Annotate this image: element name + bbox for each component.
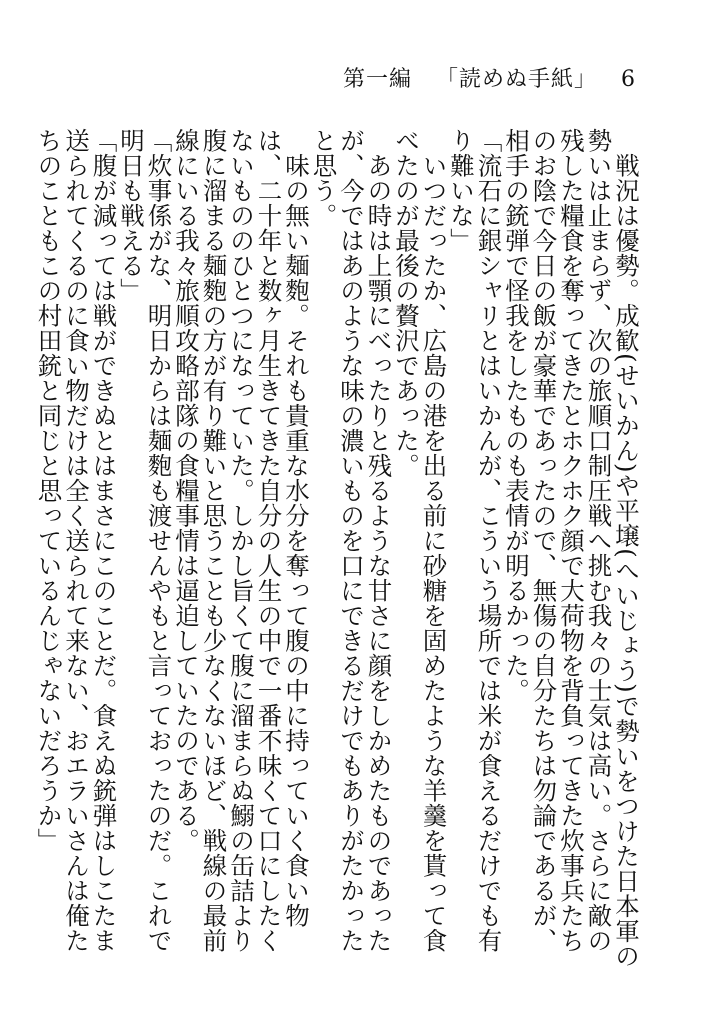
chapter-label: 第一編: [342, 67, 412, 92]
paragraph: 戦況は優勢。成歓(せいかん)や平壌(へいじょう)で勢いをつけた日本軍の勢いは止まらず、次の旅順口制圧戦へ挑む我々の士気は高い。さらに敵の残した糧食を奪ってきたとホクホク顔で大荷物を背負ってきた炊事兵たちのお陰で今日の飯が豪華であったので、無傷の自分たちは勿論であるが、相手の銃弾で怪我をしたものも表情が明るかった。: [502, 128, 641, 968]
page-header: [343, 62, 636, 93]
paragraph: 「流石に銀シャリとはいかんが、こういう場所では米が食えるだけでも有り難いな」: [447, 128, 504, 953]
story-title: 「読めぬ手紙」: [435, 67, 597, 92]
vertical-body-text: [34, 128, 641, 968]
paragraph: 味の無い麺麭。それも貴重な水分を奪って腹の中に持っていく食い物は、二十年と数ヶ月生きてきた自分の人生の中で一番不味くて口にしたくないもののひとつになっていた。しかし旨くて腹に溜まらぬ鰯の缶詰より腹に溜まる麺麭の方が有り難いと思うことも少なくないほど、戦線の最前線にいる我々旅順攻略部隊の食糧事情は逼迫していたのである。: [172, 128, 311, 953]
paragraph: いつだったか、広島の港を出る前に砂糖を固めたような羊羹を貰って食べたのが最後の贅沢であった。: [392, 128, 449, 953]
paragraph: あの時は上顎にべったりと残るような甘さに顔をしかめたものであったが、今ではあのような味の濃いものを口にできるだけでもありがたかったと思う。: [309, 128, 394, 953]
page-number: 6: [621, 67, 636, 92]
paragraph: 「炊事係がな、明日からは麺麭も渡せんやもと言っておったのだ。これで明日も戦える」: [117, 128, 174, 953]
paragraph: 「腹が減っては戦ができぬとはまさにこのことだ。食えぬ銃弾はしこたま送られてくるのに食い物だけは全く送られて来ない、おエラいさんは俺たちのこともこの村田銃と同じと思っているんじゃないだろうか」: [34, 128, 119, 953]
